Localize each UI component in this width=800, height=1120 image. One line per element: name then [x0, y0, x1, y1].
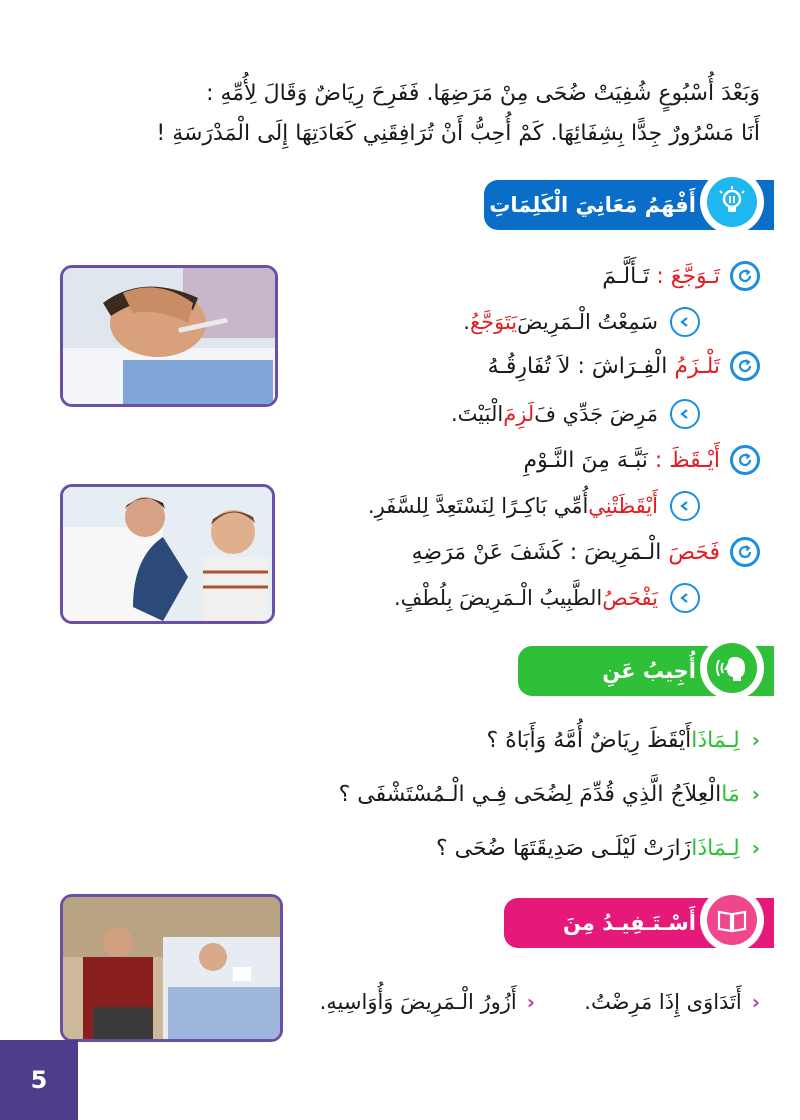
vocab-example-1: [463, 302, 700, 342]
vocab-word-4: [412, 532, 760, 572]
questions-section-badge: [700, 636, 764, 700]
arrow-left-icon: [670, 491, 700, 521]
vocab-word-meaning: تَـأَلَّـمَ: [602, 263, 650, 289]
vocab-word-2: [488, 346, 760, 386]
chevron-left-icon: ‹: [751, 836, 760, 860]
vocab-word-3: [523, 440, 760, 480]
lesson-point-1: [584, 982, 760, 1022]
questions-section-header: [518, 646, 774, 733]
vocab-example-4: [394, 578, 700, 618]
vocab-word-term: أَيْـقَظَ :: [654, 447, 720, 473]
example-tail: أُمِّي بَاكِـرًا لِنَسْتَعِدَّ لِلسَّفَرِ.: [367, 494, 589, 518]
vocab-example-3: [368, 486, 700, 526]
speaking-head-icon: [707, 643, 757, 693]
example-tail: الطَّبِيبُ الْـمَرِيضَ بِلُطْفٍ.: [394, 586, 603, 610]
lesson-point-text: أَزُورُ الْـمَرِيضَ وَأُوَاسِيهِ.: [319, 990, 517, 1014]
refresh-circle-icon: [730, 261, 760, 291]
question-word: لِـمَاذَا: [691, 727, 740, 753]
lesson-point-2: [320, 982, 535, 1022]
vocab-word-1: [602, 256, 760, 296]
vocab-word-meaning: الْفِـرَاشَ : لاَ تُفَارِقُـهُ: [487, 353, 668, 379]
question-word: مَا: [721, 781, 740, 807]
doctor-boy-photo: [60, 484, 275, 624]
question-text: أَيْقَظَ رِيَاضٌ أُمَّهُ وَأَبَاهُ ؟: [486, 727, 692, 753]
example-highlight: أَيْقَظَتْنِي: [588, 494, 658, 518]
questions-section-title: أُجِيبُ عَنِ الْأَسْئِـلَةِ: [602, 659, 696, 733]
lesson-section-header: [504, 898, 774, 985]
vocab-section-header: [484, 180, 774, 230]
sick-man-photo: [60, 265, 278, 407]
arrow-left-icon: [670, 583, 700, 613]
refresh-circle-icon: [730, 351, 760, 381]
vocab-word-meaning: الْـمَرِيضَ : كَشَفَ عَنْ مَرَضِهِ: [411, 539, 662, 565]
lesson-section-badge: [700, 888, 764, 952]
example-text: مَرِضَ جَدِّي فَ: [534, 402, 658, 426]
vocab-example-2: [451, 394, 700, 434]
intro-line-1: وَبَعْدَ أُسْبُوعٍ شُفِيَتْ ضُحَى مِنْ مَرَضِهَا. فَفَرِحَ رِيَاضٌ وَقَالَ لِأُمِّهِ :: [206, 81, 760, 106]
question-1: [487, 720, 760, 760]
lightbulb-icon: [707, 177, 757, 227]
example-highlight: يَتَوَجَّعُ: [469, 310, 518, 334]
refresh-circle-icon: [730, 445, 760, 475]
question-word: لِـمَاذَا: [691, 835, 740, 861]
chevron-left-icon: ‹: [751, 990, 760, 1014]
hospital-visit-photo: [60, 894, 283, 1042]
example-highlight: لَزِمَ: [503, 402, 535, 426]
vocab-word-term: فَحَصَ: [668, 539, 720, 565]
question-2: [339, 774, 760, 814]
vocab-word-term: تَـوَجَّعَ :: [656, 263, 720, 289]
arrow-left-icon: [670, 307, 700, 337]
example-text: سَمِعْتُ الْـمَرِيضَ: [517, 310, 658, 334]
vocab-section-title: أَفْهَمُ مَعَانِيَ الْكَلِمَاتِ: [489, 193, 696, 217]
chevron-left-icon: ‹: [751, 728, 760, 752]
example-tail: .: [463, 310, 470, 334]
example-highlight: يَفْحَصُ: [602, 586, 658, 610]
question-text: زَارَتْ لَيْلَـى صَدِيقَتَهَا ضُحَى ؟: [435, 835, 692, 861]
vocab-section-badge: [700, 170, 764, 234]
intro-line-2: أَنَا مَسْرُورٌ جِدًّا بِشِفَائِهَا. كَمْ أُحِبُّ أَنْ تُرَافِقَنِي كَعَادَتِهَا إِلَى الْمَدْرَسَةِ !: [156, 121, 760, 146]
question-text: الْعِلاَجُ الَّذِي قُدِّمَ لِضُحَى فِـي الْـمُسْتَشْفَى ؟: [338, 781, 722, 807]
vocab-word-term: تَلْـزَمُ: [674, 353, 720, 379]
chevron-left-icon: ‹: [526, 990, 535, 1014]
question-3: [436, 828, 760, 868]
example-tail: الْبَيْتَ.: [451, 402, 504, 426]
chevron-left-icon: ‹: [751, 782, 760, 806]
lesson-section-title: أَسْـتَـفِيـدُ مِنَ الـدَّرْسِ: [563, 911, 696, 985]
open-book-icon: [707, 895, 757, 945]
refresh-circle-icon: [730, 537, 760, 567]
vocab-word-meaning: نَبَّـهَ مِنَ النَّـوْمِ: [523, 447, 648, 473]
arrow-left-icon: [670, 399, 700, 429]
page-number: 5: [0, 1040, 78, 1120]
lesson-point-text: أَتَدَاوَى إِذَا مَرِضْتُ.: [584, 990, 742, 1014]
